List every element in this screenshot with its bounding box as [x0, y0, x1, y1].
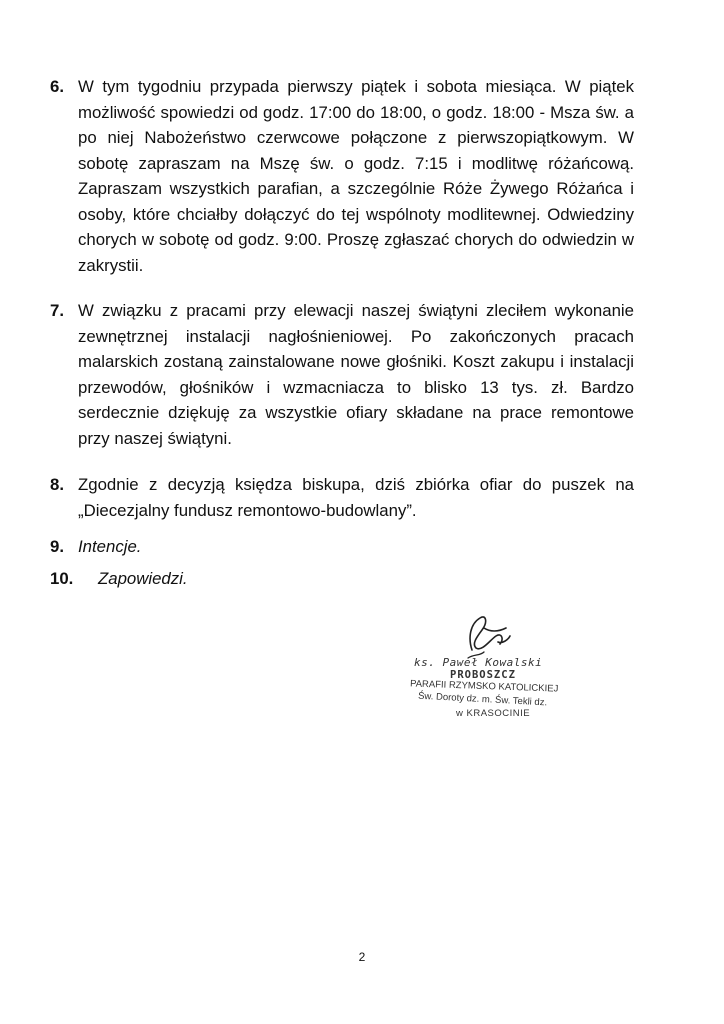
item-text: Intencje. — [78, 537, 142, 556]
item-number: 9. — [50, 537, 64, 556]
item-text: Zgodnie z decyzją księdza biskupa, dziś zbiórka ofiar do puszek na „Diecezjalny fundusz remontowo-budowlany”. — [78, 475, 634, 520]
item-text: W tym tygodniu przypada pierwszy piątek i sobota miesiąca. W piątek możliwość spowiedzi od godz. 17:00 do 18:00, o godz. 18:00 - Msza św. a po niej Nabożeństwo czerwcowe połączone z pierwszopiątkowym. W sobotę zapraszam na Mszę św. o godz. 7:15 i modlitwę różańcową. Zapraszam wszystkich parafian, a szczególnie Róże Żywego Różańca i osoby, które chciałby dołączyć do tej wspólnoty modlitewnej. Odwiedziny chorych w sobotę od godz. 9:00. Proszę zgłaszać chorych do odwiedzin w zakrystii. — [78, 77, 634, 275]
announcement-item-8 — [50, 472, 634, 523]
item-number: 8. — [50, 475, 64, 494]
item-text: W związku z pracami przy elewacji naszej świątyni zleciłem wykonanie zewnętrznej instalacji nagłośnieniowej. Po zakończonych pracach malarskich zostaną zainstalowane nowe głośniki. Koszt zakupu i instalacji przewodów, głośników i wzmacniacza to blisko 13 tys. zł. Bardzo serdecznie dziękuję za wszystkie ofiary składane na prace remontowe przy naszej świątyni. — [78, 301, 634, 448]
page-number: 2 — [358, 950, 366, 964]
stamp-parish: PARAFII RZYMSKO KATOLICKIEJ — [409, 678, 559, 695]
item-number: 10. — [50, 569, 74, 588]
announcement-item-10 — [50, 566, 634, 592]
stamp-town: w KRASOCINIE — [456, 708, 531, 719]
stamp-priest-name: ks. Paweł Kowalski — [414, 656, 543, 669]
stamp-title: PROBOSZCZ — [450, 669, 516, 681]
stamp-church: Św. Doroty dz. m. Św. Tekli dz. — [417, 690, 548, 709]
announcement-item-9 — [50, 534, 634, 560]
item-number: 6. — [50, 77, 64, 96]
parish-stamp — [410, 614, 580, 724]
item-text: Zapowiedzi. — [98, 569, 188, 588]
announcement-item-7 — [50, 298, 634, 451]
item-number: 7. — [50, 301, 64, 320]
announcement-item-6 — [50, 74, 634, 278]
